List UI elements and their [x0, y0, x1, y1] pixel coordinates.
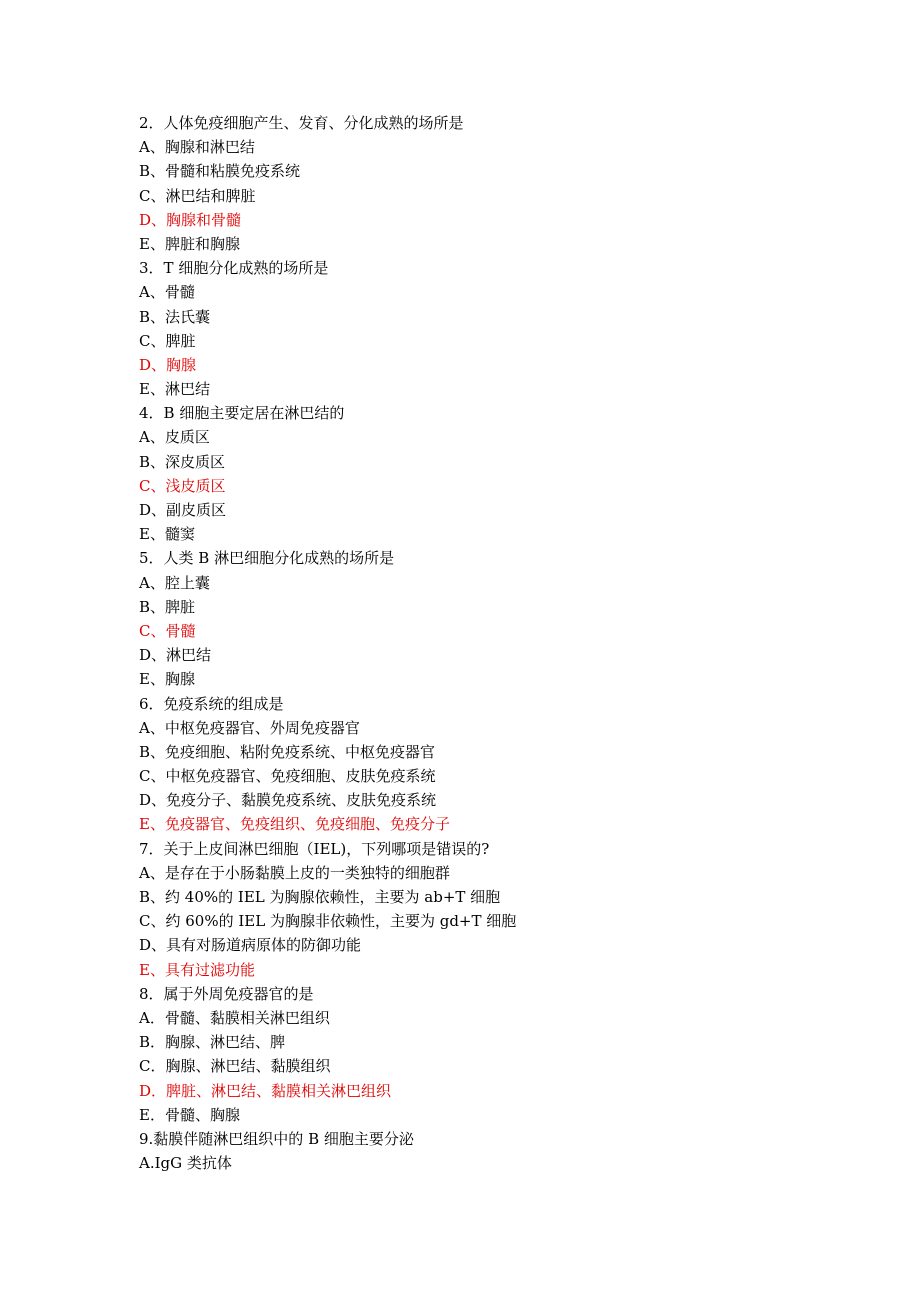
answer-option: E、脾脏和胸腺 [139, 234, 240, 253]
answer-option: A.IgG 类抗体 [139, 1154, 232, 1173]
answer-option: C、约 60%的 IEL 为胸腺非依赖性，主要为 gd+T 细胞 [139, 912, 517, 931]
answer-option: E．骨髓、胸腺 [139, 1105, 240, 1124]
answer-option: E、胸腺 [139, 670, 195, 689]
answer-option: B、脾脏 [139, 597, 196, 616]
quiz-content [139, 111, 516, 1175]
question-stem: 5．人类 B 淋巴细胞分化成熟的场所是 [139, 549, 395, 568]
answer-option: C．胸腺、淋巴结、黏膜组织 [139, 1057, 331, 1076]
question-stem: 8．属于外周免疫器官的是 [139, 984, 314, 1003]
answer-option: D、具有对肠道病原体的防御功能 [139, 936, 362, 955]
answer-option: B、约 40%的 IEL 为胸腺依赖性，主要为 ab+T 细胞 [139, 888, 501, 906]
answer-option: D、免疫分子、黏膜免疫系统、皮肤免疫系统 [139, 791, 437, 810]
correct-answer-option: C、骨髓 [139, 621, 196, 640]
question-stem: 9.黏膜伴随淋巴组织中的 B 细胞主要分泌 [139, 1129, 414, 1148]
answer-option: A、骨髓 [139, 283, 195, 302]
answer-option: D、淋巴结 [139, 646, 212, 665]
question-stem: 2．人体免疫细胞产生、发育、分化成熟的场所是 [139, 114, 464, 132]
correct-answer-option: C、浅皮质区 [139, 476, 226, 495]
correct-answer-option: D、胸腺和骨髓 [139, 210, 242, 229]
question-stem: 7．关于上皮间淋巴细胞（IEL)，下列哪项是错误的? [139, 839, 490, 858]
correct-answer-option: E、免疫器官、免疫组织、免疫细胞、免疫分子 [139, 815, 450, 834]
question-stem: 4．B 细胞主要定居在淋巴结的 [139, 404, 345, 423]
answer-option: D、副皮质区 [139, 501, 227, 519]
answer-option: A．骨髓、黏膜相关淋巴组织 [139, 1008, 330, 1027]
answer-option: A、胸腺和淋巴结 [139, 138, 255, 157]
answer-option: B、深皮质区 [139, 452, 226, 471]
answer-option: A、中枢免疫器官、外周免疫器官 [139, 718, 360, 737]
correct-answer-option: E、具有过滤功能 [139, 960, 255, 979]
question-stem: 6．免疫系统的组成是 [139, 694, 284, 713]
answer-option: C、中枢免疫器官、免疫细胞、皮肤免疫系统 [139, 767, 436, 786]
answer-option: A、皮质区 [139, 428, 210, 447]
correct-answer-option: D．脾脏、淋巴结、黏膜相关淋巴组织 [139, 1081, 392, 1100]
answer-option: B、免疫细胞、粘附免疫系统、中枢免疫器官 [139, 742, 436, 761]
answer-option: B．胸腺、淋巴结、脾 [139, 1033, 286, 1052]
correct-answer-option: D、胸腺 [139, 355, 197, 374]
question-stem: 3．T 细胞分化成熟的场所是 [139, 259, 329, 278]
answer-option: B、法氏囊 [139, 307, 211, 326]
answer-option: E、髓窦 [139, 525, 195, 544]
answer-option: C、淋巴结和脾脏 [139, 186, 256, 205]
answer-option: A、腔上囊 [139, 573, 210, 592]
answer-option: B、骨髓和粘膜免疫系统 [139, 162, 301, 181]
answer-option: C、脾脏 [139, 331, 196, 350]
answer-option: A、是存在于小肠黏膜上皮的一类独特的细胞群 [139, 863, 450, 882]
answer-option: E、淋巴结 [139, 380, 210, 399]
